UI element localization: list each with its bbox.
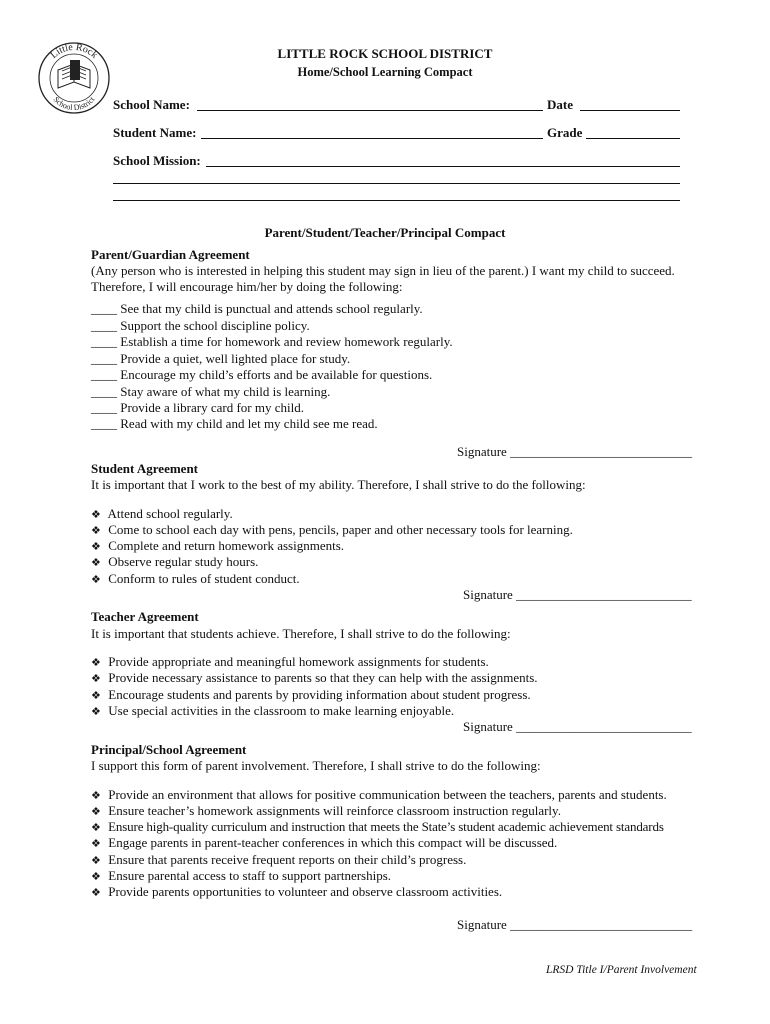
bullet-icon: ❖ (91, 657, 101, 669)
principal-item: ❖ Engage parents in parent-teacher conferences in which this compact will be discussed. (91, 835, 558, 850)
student-item: ❖ Observe regular study hours. (91, 554, 259, 569)
teacher-intro: It is important that students achieve. Therefore, I shall strive to do the following: (91, 626, 511, 641)
principal-item: ❖ Ensure parental access to staff to support partnerships. (91, 868, 392, 883)
date-field[interactable] (580, 110, 680, 111)
parent-item-blank[interactable]: ____ (91, 416, 117, 431)
bullet-icon: ❖ (91, 706, 101, 718)
parent-item-blank[interactable]: ____ (91, 367, 117, 382)
school-name-label: School Name: (113, 97, 190, 112)
parent-item-blank[interactable]: ____ (91, 384, 117, 399)
date-label: Date (547, 97, 573, 112)
student-item: ❖ Complete and return homework assignments. (91, 538, 345, 553)
principal-heading: Principal/School Agreement (91, 742, 247, 757)
principal-item: ❖ Ensure teacher’s homework assignments will reinforce classroom instruction regularly. (91, 803, 561, 818)
bullet-icon: ❖ (91, 673, 101, 685)
bullet-icon: ❖ (91, 790, 101, 802)
principal-item: ❖ Provide parents opportunities to volunteer and observe classroom activities. (91, 884, 503, 899)
parent-signature[interactable]: Signature ____________________________ (457, 444, 693, 459)
parent-item-blank[interactable]: ____ (91, 318, 117, 333)
parent-item-blank[interactable]: ____ (91, 400, 117, 415)
student-heading: Student Agreement (91, 461, 199, 476)
mission-field-line-2[interactable] (113, 183, 680, 184)
bullet-icon: ❖ (91, 509, 101, 521)
bullet-icon: ❖ (91, 887, 101, 899)
student-intro: It is important that I work to the best of my ability. Therefore, I shall strive to do the following: (91, 477, 586, 492)
parent-item: ____ Provide a library card for my child. (91, 400, 304, 415)
teacher-heading: Teacher Agreement (91, 609, 199, 624)
school-name-field[interactable] (197, 110, 543, 111)
teacher-item: ❖ Encourage students and parents by providing information about student progress. (91, 687, 531, 702)
district-title: LITTLE ROCK SCHOOL DISTRICT (277, 46, 493, 61)
parent-item: ____ Provide a quiet, well lighted place for study. (91, 351, 351, 366)
mission-field-line-1[interactable] (206, 166, 680, 167)
compact-subtitle: Home/School Learning Compact (297, 65, 473, 79)
principal-item: ❖ Ensure high-quality curriculum and instruction that meets the State’s student academic achievement standards (91, 819, 664, 834)
parent-intro-1: (Any person who is interested in helping this student may sign in lieu of the parent.) I want my child to succeed. (91, 263, 675, 278)
bullet-icon: ❖ (91, 871, 101, 883)
parent-item-blank[interactable]: ____ (91, 301, 117, 316)
compact-title: Parent/Student/Teacher/Principal Compact (264, 225, 506, 240)
bullet-icon: ❖ (91, 574, 101, 586)
student-name-label: Student Name: (113, 125, 197, 140)
bullet-icon: ❖ (91, 557, 101, 569)
bullet-icon: ❖ (91, 690, 101, 702)
teacher-item: ❖ Use special activities in the classroom to make learning enjoyable. (91, 703, 455, 718)
student-name-field[interactable] (201, 138, 543, 139)
parent-item: ____ Read with my child and let my child see me read. (91, 416, 378, 431)
parent-item: ____ Encourage my child’s efforts and be available for questions. (91, 367, 433, 382)
principal-item: ❖ Provide an environment that allows for positive communication between the teachers, parents and students. (91, 787, 667, 802)
bullet-icon: ❖ (91, 822, 101, 834)
mission-label: School Mission: (113, 153, 201, 168)
bullet-icon: ❖ (91, 838, 101, 850)
bullet-icon: ❖ (91, 541, 101, 553)
parent-item: ____ Stay aware of what my child is learning. (91, 384, 331, 399)
grade-field[interactable] (586, 138, 680, 139)
bullet-icon: ❖ (91, 855, 101, 867)
logo-text-bottom: School District (51, 94, 97, 113)
logo-text-top: Little Rock (48, 41, 100, 61)
parent-item: ____ Establish a time for homework and review homework regularly. (91, 334, 453, 349)
teacher-signature[interactable]: Signature ___________________________ (463, 719, 692, 734)
student-item: ❖ Attend school regularly. (91, 506, 233, 521)
parent-intro-2: Therefore, I will encourage him/her by doing the following: (91, 279, 403, 294)
principal-item: ❖ Ensure that parents receive frequent reports on their child’s progress. (91, 852, 467, 867)
parent-item: ____ Support the school discipline policy. (91, 318, 310, 333)
principal-intro: I support this form of parent involvement. Therefore, I shall strive to do the following: (91, 758, 541, 773)
grade-label: Grade (547, 125, 583, 140)
parent-item-blank[interactable]: ____ (91, 334, 117, 349)
parent-heading: Parent/Guardian Agreement (91, 247, 250, 262)
teacher-item: ❖ Provide necessary assistance to parents so that they can help with the assignments. (91, 670, 538, 685)
principal-signature[interactable]: Signature ____________________________ (457, 917, 693, 932)
teacher-item: ❖ Provide appropriate and meaningful homework assignments for students. (91, 654, 489, 669)
mission-field-line-3[interactable] (113, 200, 680, 201)
parent-item-blank[interactable]: ____ (91, 351, 117, 366)
student-item: ❖ Conform to rules of student conduct. (91, 571, 300, 586)
bullet-icon: ❖ (91, 806, 101, 818)
footer-note: LRSD Title I/Parent Involvement (546, 964, 697, 976)
student-item: ❖ Come to school each day with pens, pencils, paper and other necessary tools for learning. (91, 522, 573, 537)
bullet-icon: ❖ (91, 525, 101, 537)
student-signature[interactable]: Signature ___________________________ (463, 587, 692, 602)
parent-item: ____ See that my child is punctual and attends school regularly. (91, 301, 423, 316)
